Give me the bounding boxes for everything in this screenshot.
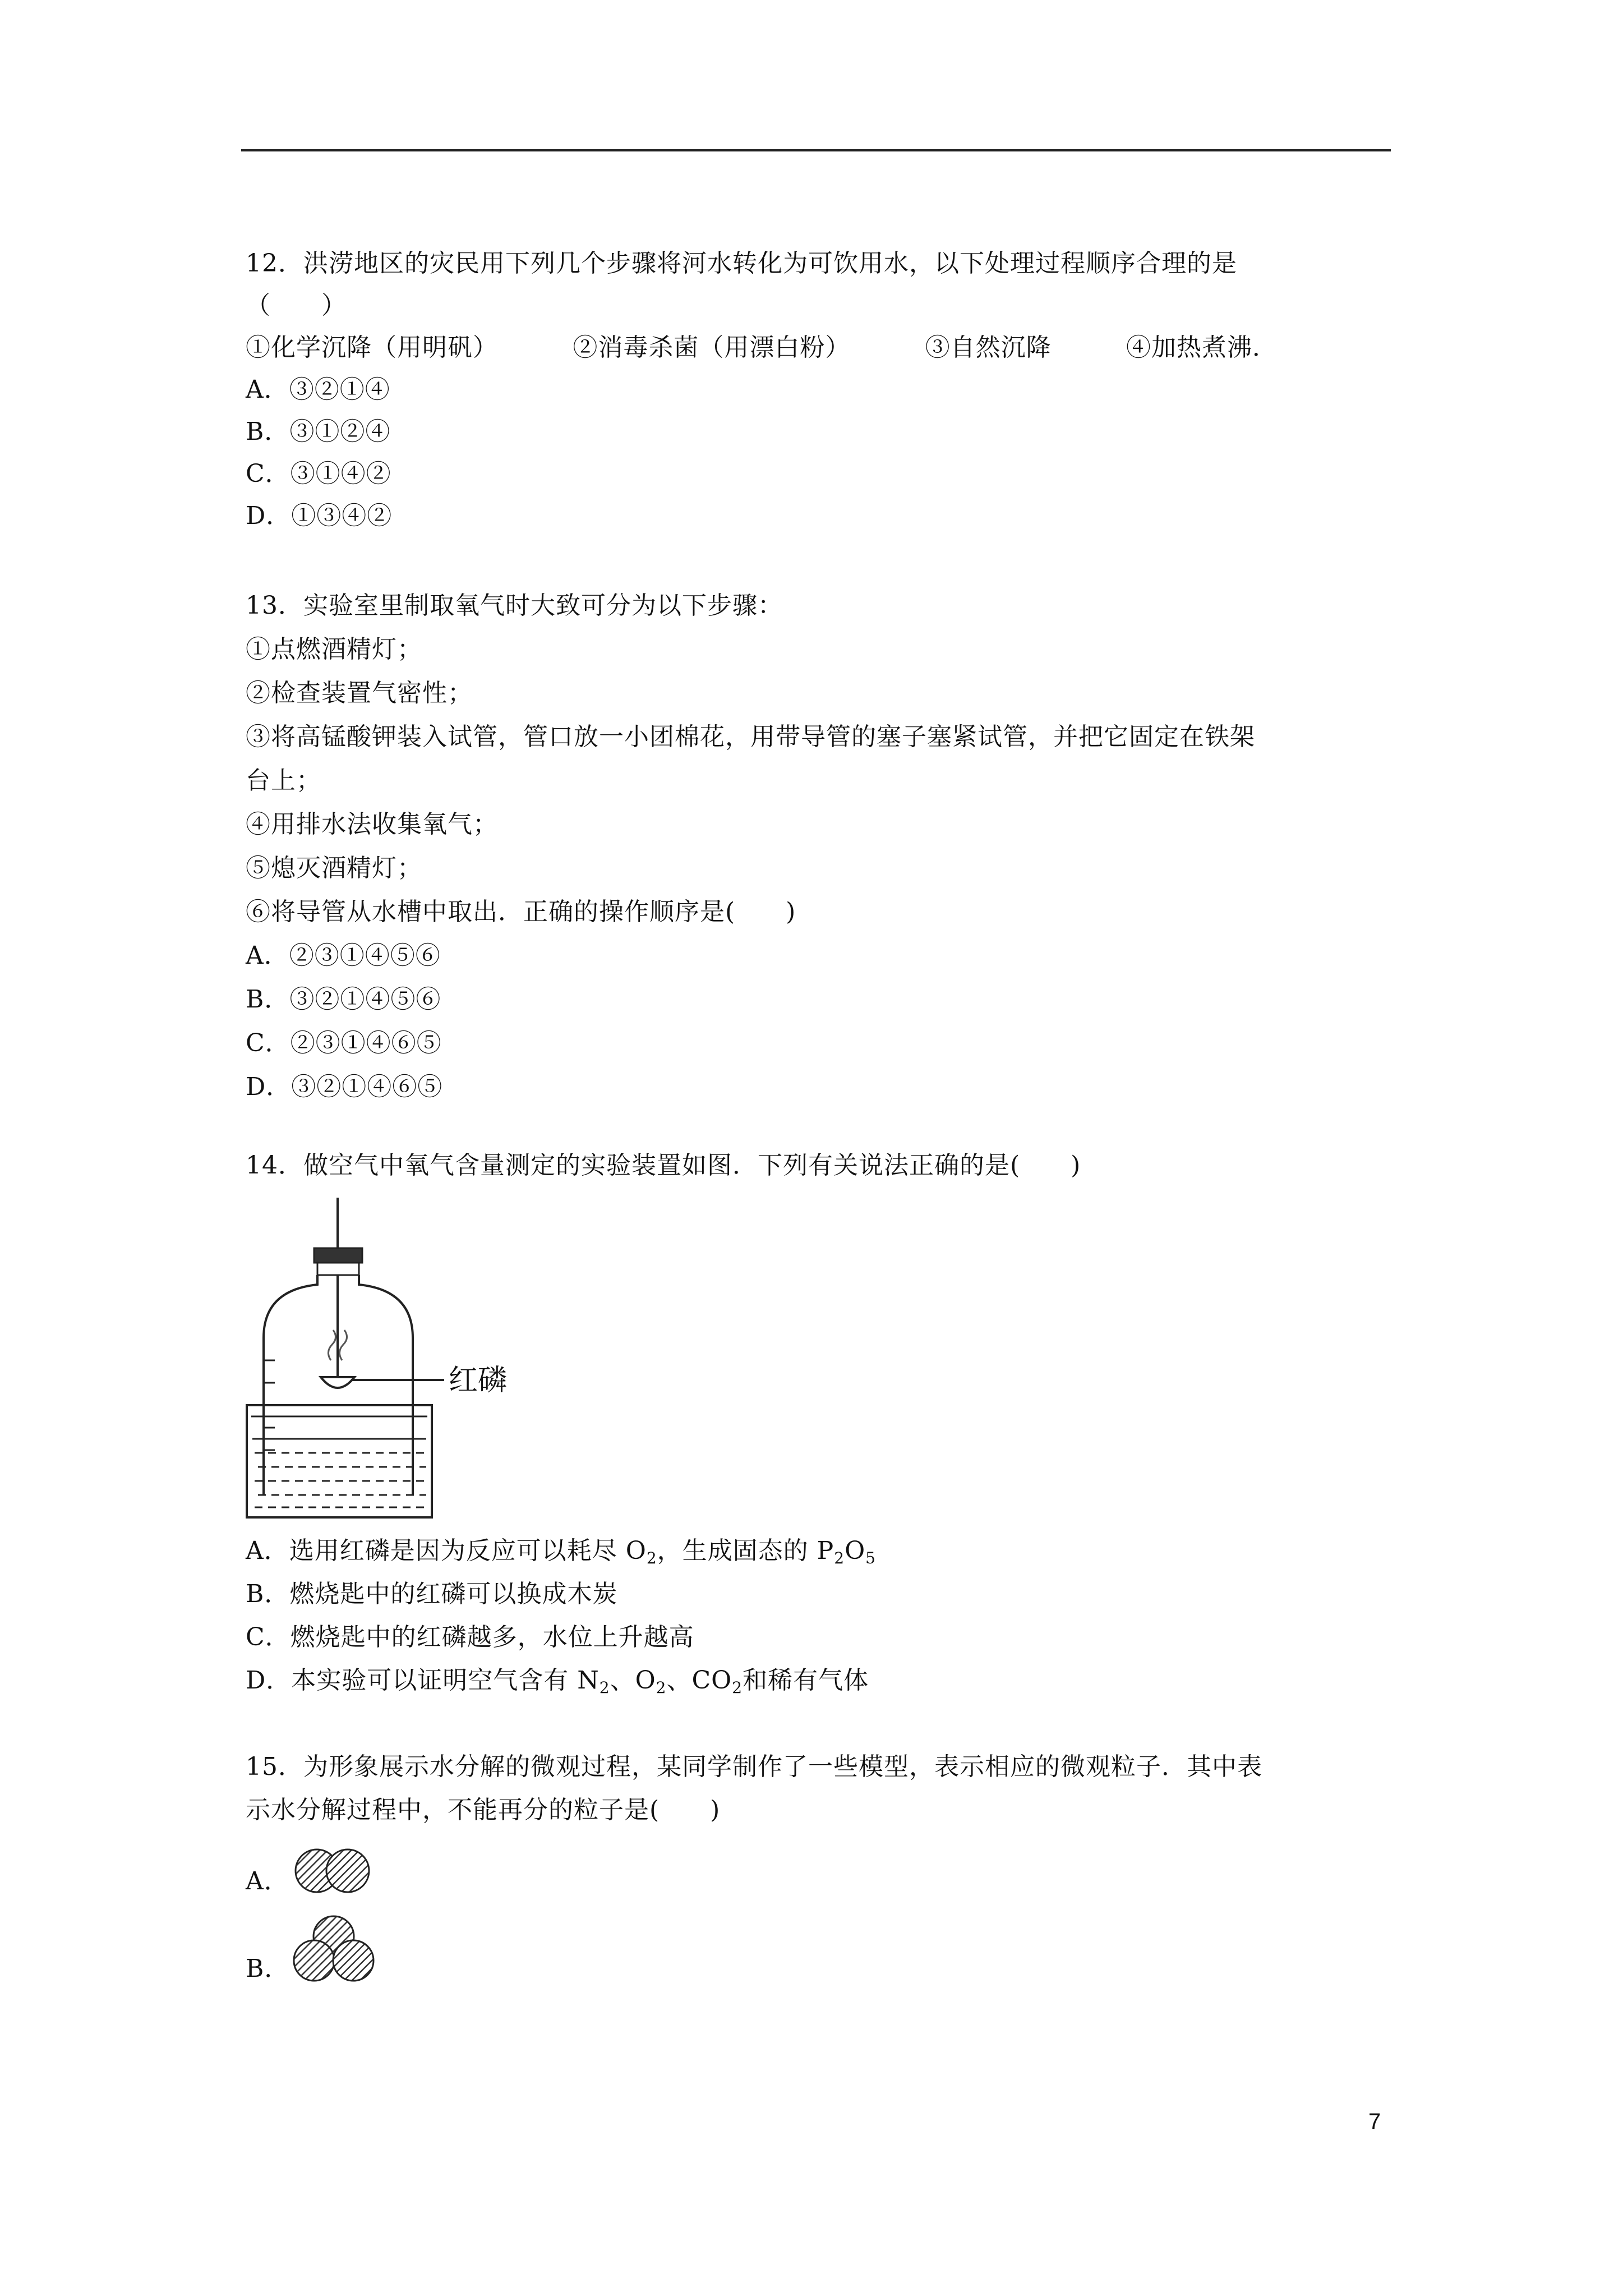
q13-step-2: ②检查装置气密性； [246,679,473,707]
q12-step-2: ②消毒杀菌（用漂白粉） [573,333,851,362]
q12-steps [246,331,1278,365]
q14-stem: 14．做空气中氧气含量测定的实验装置如图．下列有关说法正确的是( ) [246,1151,1081,1180]
smoke [328,1330,335,1360]
q12-step-3: ③自然沉降 [925,333,1052,362]
oxygen-experiment-figure [241,1192,555,1523]
q15-option-a-molecule [292,1846,376,1898]
q12-step-4: ④加热煮沸． [1126,333,1278,362]
q13-option-b: B．③②①④⑤⑥ [246,985,441,1014]
q15-stem-line1: 15．为形象展示水分解的微观过程，某同学制作了一些模型，表示相应的微观粒子．其中表 [246,1752,1262,1781]
q12-stem-line2: （ ） [246,291,347,320]
q14-option-c: C．燃烧匙中的红磷越多，水位上升越高 [246,1623,694,1651]
q13-option-a: A．②③①④⑤⑥ [246,941,441,970]
q12-step-1: ①化学沉降（用明矾） [246,333,498,362]
q13-step-1: ①点燃酒精灯； [246,635,422,664]
q13-option-c: C．②③①④⑥⑤ [246,1029,442,1057]
red-phosphorus-label: 红磷 [449,1364,508,1397]
q15-option-b-molecule [292,1913,376,1988]
q14-option-b: B．燃烧匙中的红磷可以换成木炭 [246,1580,618,1608]
q13-step-3-cont: 台上； [246,766,321,795]
q15-option-b: B． [246,1954,290,1983]
q15-stem-line2: 示水分解过程中，不能再分的粒子是( ) [246,1796,721,1824]
q13-step-3: ③将高锰酸钾装入试管，管口放一小团棉花，用带导管的塞子塞紧试管，并把它固定在铁架 [246,723,1255,751]
stopper-neck [317,1263,359,1275]
q12-option-d: D．①③④② [246,501,393,530]
triatomic-molecule-diagram [292,1913,376,1986]
diatomic-molecule-diagram [292,1846,376,1896]
q12-option-a: A．③②①④ [246,375,390,404]
q14-option-a: A．选用红磷是因为反应可以耗尽 $O_2$，生成固态的 $P_2O_5$ [246,1536,876,1567]
bell-jar-apparatus-diagram [241,1192,555,1523]
header-rule [241,149,1391,151]
q12-option-b: B．③①②④ [246,417,391,446]
q13-step-4: ④用排水法收集氧气； [246,810,498,839]
q13-stem: 13．实验室里制取氧气时大致可分为以下步骤： [246,591,783,620]
q12-option-c: C．③①④② [246,459,391,488]
q13-step-5: ⑤熄灭酒精灯； [246,854,422,882]
water-dashes [255,1453,426,1507]
combustion-spoon [321,1377,354,1388]
water-trough [247,1405,432,1517]
q14-option-d: D．本实验可以证明空气含有 $N_2$、$O_2$、$CO_2$和稀有气体 [246,1666,869,1697]
page-number: 7 [1368,2109,1381,2134]
q12-stem-line1: 12．洪涝地区的灾民用下列几个步骤将河水转化为可饮用水，以下处理过程顺序合理的是 [246,249,1237,278]
q13-step-6: ⑥将导管从水槽中取出．正确的操作顺序是( ) [246,898,796,926]
q15-option-a: A． [246,1867,289,1895]
q13-option-d: D．③②①④⑥⑤ [246,1073,443,1101]
stopper [314,1248,362,1263]
